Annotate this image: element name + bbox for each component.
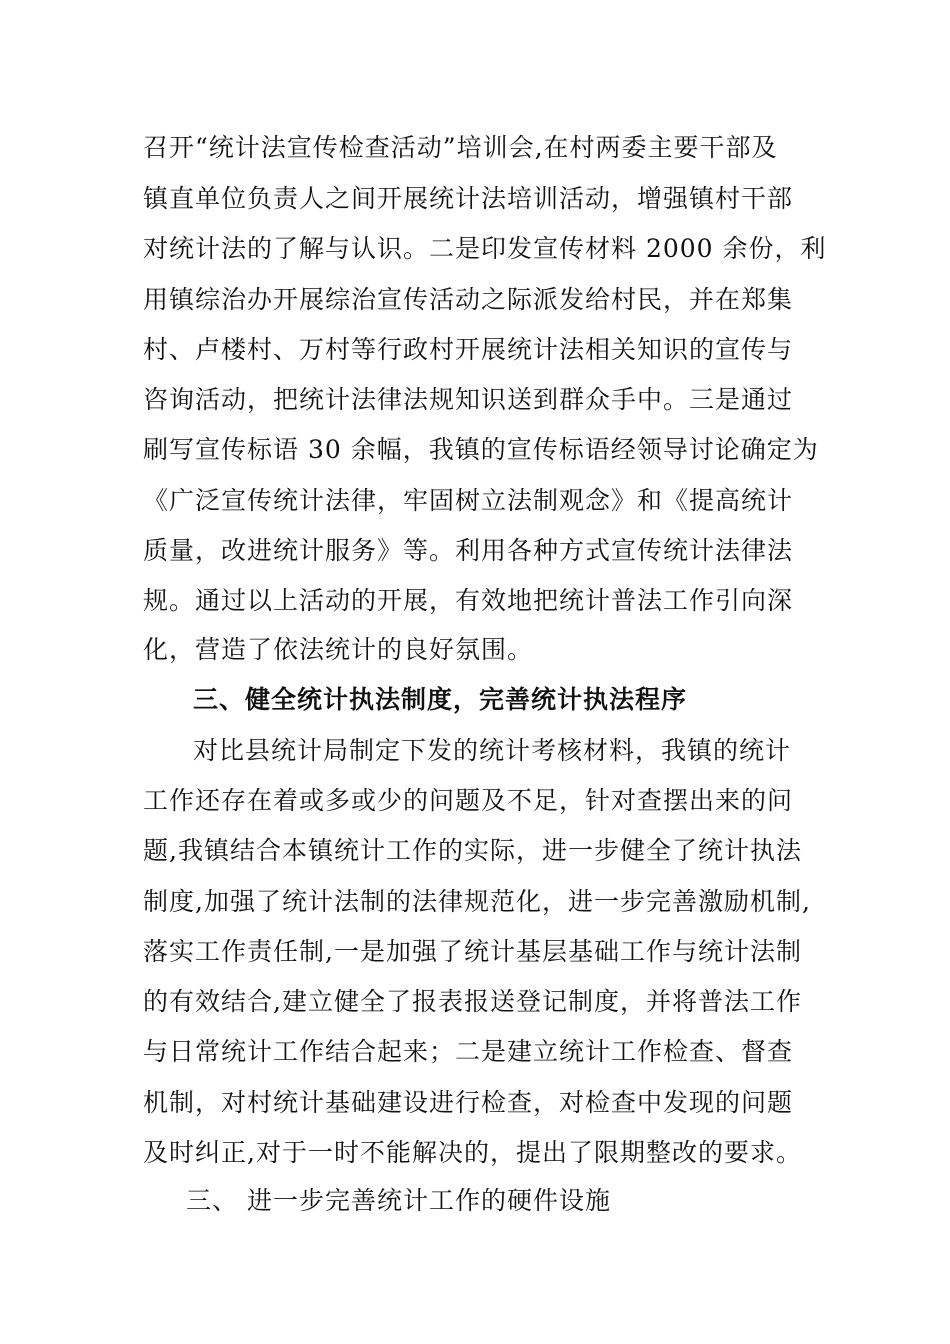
- body-line: 化，营造了依法统计的良好氛围。: [143, 635, 534, 664]
- body-line: 用镇综治办开展综治宣传活动之际派发给村民，并在郑集: [143, 285, 794, 314]
- body-line: 的有效结合,建立健全了报表报送登记制度，并将普法工作: [143, 987, 802, 1016]
- body-line: 对比县统计局制定下发的统计考核材料，我镇的统计: [193, 736, 792, 765]
- body-line: 规。通过以上活动的开展，有效地把统计普法工作引向深: [143, 586, 794, 615]
- body-line: 制度,加强了统计法制的法律规范化，进一步完善激励机制,: [143, 887, 811, 916]
- body-line: 镇直单位负责人之间开展统计法培训活动，增强镇村干部: [143, 184, 794, 213]
- section-heading: 三、 进一步完善统计工作的硬件设施: [186, 1186, 611, 1215]
- body-line: 召开“统计法宣传检查活动”培训会,在村两委主要干部及: [143, 133, 778, 162]
- body-line: 机制，对村统计基础建设进行检查，对检查中发现的问题: [143, 1088, 794, 1117]
- body-line: 与日常统计工作结合起来；二是建立统计工作检查、督查: [143, 1037, 794, 1066]
- body-line: 题,我镇结合本镇统计工作的实际，进一步健全了统计执法: [143, 836, 802, 865]
- body-line: 落实工作责任制,一是加强了统计基层基础工作与统计法制: [143, 937, 802, 966]
- body-line: 及时纠正,对于一时不能解决的，提出了限期整改的要求。: [143, 1138, 802, 1167]
- body-line: 《广泛宣传统计法律，牢固树立法制观念》和《提高统计: [143, 486, 794, 515]
- body-line: 对统计法的了解与认识。二是印发宣传材料 2000 余份，利: [143, 234, 827, 263]
- body-line: 刷写宣传标语 30 余幅，我镇的宣传标语经领导讨论确定为: [143, 435, 819, 464]
- section-heading: 三、健全统计执法制度，完善统计执法程序: [193, 685, 688, 714]
- body-line: 质量，改进统计服务》等。利用各种方式宣传统计法律法: [143, 536, 794, 565]
- body-line: 工作还存在着或多或少的问题及不足，针对查摆出来的问: [143, 786, 794, 815]
- body-line: 村、卢楼村、万村等行政村开展统计法相关知识的宣传与: [143, 335, 794, 364]
- body-line: 咨询活动，把统计法律法规知识送到群众手中。三是通过: [143, 385, 794, 414]
